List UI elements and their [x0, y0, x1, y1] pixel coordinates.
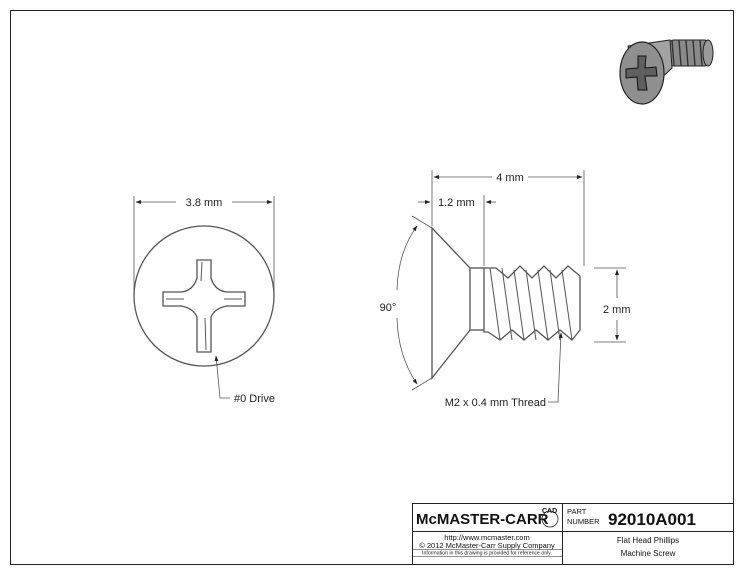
angle-dimension	[397, 216, 432, 390]
drive-note: #0 Drive	[234, 393, 275, 405]
front-width-dimension	[134, 196, 274, 292]
part-number: 92010A001	[608, 510, 696, 529]
length-label: 4 mm	[496, 172, 524, 184]
screw-head-outline	[134, 226, 274, 366]
thread-leader	[548, 333, 561, 402]
disclaimer: Information in this drawing is provided for reference only.	[422, 550, 552, 557]
brand-logo-text: McMASTER-CARR	[416, 511, 549, 528]
front-view	[134, 226, 274, 366]
isometric-screw-image	[620, 40, 713, 104]
cad-mark: CAD	[542, 508, 558, 515]
copyright: © 2012 McMaster-Carr Supply Company	[419, 541, 555, 550]
front-width-label: 3.8 mm	[185, 197, 223, 209]
part-label-2: NUMBER	[567, 517, 600, 526]
part-label-1: PART	[567, 507, 587, 516]
diameter-label: 2 mm	[603, 304, 631, 316]
thread-note: M2 x 0.4 mm Thread	[444, 397, 546, 409]
angle-label: 90°	[379, 302, 397, 314]
website: http://www.mcmaster.com	[444, 533, 530, 542]
side-view	[432, 228, 580, 378]
head-height-label: 1.2 mm	[438, 197, 475, 209]
head-profile	[432, 228, 470, 378]
phillips-recess	[163, 260, 245, 352]
description-line-2: Machine Screw	[620, 549, 676, 558]
description-line-1: Flat Head Phillips	[616, 536, 680, 545]
